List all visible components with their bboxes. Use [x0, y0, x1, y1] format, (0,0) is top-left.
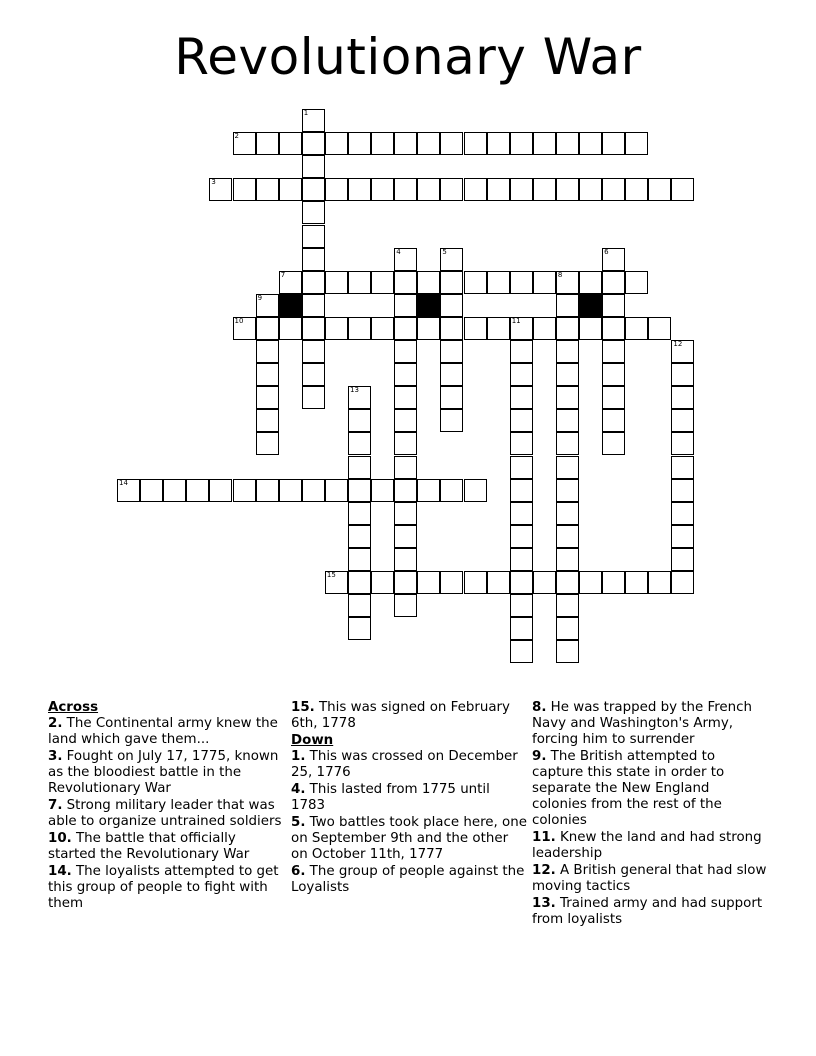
crossword-cell[interactable] [464, 271, 487, 294]
shaded-square [279, 294, 302, 317]
clue-number: 14 [119, 478, 128, 487]
crossword-cell[interactable] [556, 363, 579, 386]
crossword-cell[interactable] [602, 432, 625, 455]
crossword-cell[interactable] [556, 617, 579, 640]
shaded-square [417, 294, 440, 317]
crossword-cell[interactable] [279, 479, 302, 502]
crossword-cell[interactable] [556, 502, 579, 525]
crossword-cell[interactable] [348, 525, 371, 548]
down-clue: 6. The group of people against the Loyalists [291, 864, 525, 895]
crossword-cell[interactable] [556, 271, 579, 294]
crossword-cell[interactable] [394, 571, 417, 594]
crossword-cell[interactable] [556, 594, 579, 617]
crossword-cell[interactable] [256, 432, 279, 455]
crossword-cell[interactable] [394, 409, 417, 432]
crossword-cell[interactable] [579, 132, 602, 155]
crossword-cell[interactable] [371, 132, 394, 155]
crossword-cell[interactable] [279, 271, 302, 294]
crossword-cell[interactable] [464, 571, 487, 594]
crossword-cell[interactable] [348, 271, 371, 294]
crossword-cell[interactable] [325, 271, 348, 294]
crossword-cell[interactable] [394, 594, 417, 617]
crossword-cell[interactable] [464, 317, 487, 340]
crossword-cell[interactable] [671, 456, 694, 479]
crossword-cell[interactable] [256, 178, 279, 201]
down-clue: 4. This lasted from 1775 until 1783 [291, 782, 490, 813]
crossword-cell[interactable] [510, 640, 533, 663]
crossword-cell[interactable] [602, 409, 625, 432]
clue-number: 3 [211, 178, 216, 187]
crossword-cell[interactable] [602, 271, 625, 294]
crossword-cell[interactable] [394, 456, 417, 479]
clues-column-3 [532, 700, 768, 929]
crossword-cell[interactable] [117, 479, 140, 502]
crossword-cell[interactable] [325, 178, 348, 201]
crossword-cell[interactable] [348, 594, 371, 617]
crossword-cell[interactable] [394, 502, 417, 525]
clue-number: 4 [396, 247, 401, 256]
crossword-cell[interactable] [256, 294, 279, 317]
crossword-cell[interactable] [533, 178, 556, 201]
crossword-cell[interactable] [209, 479, 232, 502]
crossword-cell[interactable] [510, 571, 533, 594]
crossword-cell[interactable] [487, 132, 510, 155]
crossword-cell[interactable] [440, 340, 463, 363]
clue-number: 12 [673, 340, 683, 348]
crossword-cell[interactable] [625, 571, 648, 594]
crossword-cell[interactable] [440, 317, 463, 340]
crossword-cell[interactable] [417, 317, 440, 340]
crossword-cell[interactable] [302, 109, 325, 132]
clue-number: 11 [511, 316, 521, 325]
crossword-cell[interactable] [163, 479, 186, 502]
crossword-cell[interactable] [440, 178, 463, 201]
crossword-cell[interactable] [671, 548, 694, 571]
crossword-cell[interactable] [671, 386, 694, 409]
crossword-cell[interactable] [279, 317, 302, 340]
crossword-cell[interactable] [510, 317, 533, 340]
crossword-cell[interactable] [394, 548, 417, 571]
crossword-cell[interactable] [302, 340, 325, 363]
down-clue: 5. Two battles took place here, one on September 9th and the other on October 11th, 1777 [291, 815, 527, 862]
crossword-cell[interactable] [510, 479, 533, 502]
across-clue: 10. The battle that officially started the Revolutionary War [48, 831, 250, 862]
clue-number: 8 [557, 270, 563, 279]
across-clue: 7. Strong military leader that was able to organize untrained soldiers [48, 798, 282, 829]
crossword-cell[interactable] [256, 340, 279, 363]
crossword-cell[interactable] [256, 132, 279, 155]
crossword-cell[interactable] [487, 178, 510, 201]
crossword-cell[interactable] [417, 178, 440, 201]
crossword-cell[interactable] [325, 571, 348, 594]
crossword-cell[interactable] [648, 571, 671, 594]
crossword-cell[interactable] [233, 317, 256, 340]
crossword-cell[interactable] [510, 340, 533, 363]
clue-number: 1 [303, 109, 309, 117]
crossword-cell[interactable] [671, 432, 694, 455]
crossword-cell[interactable] [371, 317, 394, 340]
crossword-cell[interactable] [256, 409, 279, 432]
crossword-cell[interactable] [602, 294, 625, 317]
crossword-cell[interactable] [602, 363, 625, 386]
crossword-cell[interactable] [671, 178, 694, 201]
crossword-cell[interactable] [302, 294, 325, 317]
crossword-cell[interactable] [464, 479, 487, 502]
crossword-cell[interactable] [648, 317, 671, 340]
across-clue: 14. The loyalists attempted to get this group of people to fight with them [48, 864, 279, 911]
crossword-cell[interactable] [556, 317, 579, 340]
crossword-cell[interactable] [556, 525, 579, 548]
crossword-cell[interactable] [279, 178, 302, 201]
crossword-cell[interactable] [510, 432, 533, 455]
crossword-cell[interactable] [510, 409, 533, 432]
crossword-cell[interactable] [302, 248, 325, 271]
crossword-cell[interactable] [233, 132, 256, 155]
crossword-cell[interactable] [510, 386, 533, 409]
crossword-cell[interactable] [394, 132, 417, 155]
crossword-cell[interactable] [279, 132, 302, 155]
puzzle-title: Revolutionary War [174, 28, 642, 86]
crossword-cell[interactable] [233, 479, 256, 502]
crossword-cell[interactable] [371, 479, 394, 502]
crossword-cell[interactable] [510, 548, 533, 571]
clue-number: 9 [257, 293, 263, 302]
crossword-cell[interactable] [510, 178, 533, 201]
crossword-cell[interactable] [556, 178, 579, 201]
clue-number: 10 [234, 316, 244, 325]
crossword-cell[interactable] [510, 594, 533, 617]
clue-number: 15 [326, 571, 336, 579]
crossword-cell[interactable] [417, 132, 440, 155]
crossword-cell[interactable] [348, 432, 371, 455]
crossword-cell[interactable] [556, 340, 579, 363]
crossword-cell[interactable] [602, 178, 625, 201]
crossword-cell[interactable] [510, 132, 533, 155]
crossword-cell[interactable] [533, 571, 556, 594]
crossword-cell[interactable] [579, 271, 602, 294]
crossword-cell[interactable] [440, 479, 463, 502]
crossword-cell[interactable] [233, 178, 256, 201]
crossword-cell[interactable] [464, 178, 487, 201]
across-clue: 3. Fought on July 17, 1775, known as the bloodiest battle in the Revolutionary War [48, 749, 279, 796]
crossword-cell[interactable] [556, 640, 579, 663]
down-clue: 1. This was crossed on December 25, 1776 [291, 749, 518, 780]
crossword-cell[interactable] [602, 248, 625, 271]
crossword-cell[interactable] [671, 525, 694, 548]
across-header: Across [48, 700, 99, 715]
crossword-cell[interactable] [440, 294, 463, 317]
crossword-cell[interactable] [579, 178, 602, 201]
crossword-cell[interactable] [556, 432, 579, 455]
crossword-cell[interactable] [394, 525, 417, 548]
crossword-cell[interactable] [625, 178, 648, 201]
crossword-cell[interactable] [440, 271, 463, 294]
crossword-cell[interactable] [394, 317, 417, 340]
crossword-cell[interactable] [556, 386, 579, 409]
crossword-cell[interactable] [348, 132, 371, 155]
crossword-cell[interactable] [440, 571, 463, 594]
crossword-cell[interactable] [394, 340, 417, 363]
crossword-cell[interactable] [556, 456, 579, 479]
crossword-cell[interactable] [602, 340, 625, 363]
crossword-cell[interactable] [325, 479, 348, 502]
crossword-cell[interactable] [556, 132, 579, 155]
crossword-cell[interactable] [348, 548, 371, 571]
crossword-cell[interactable] [394, 479, 417, 502]
crossword-cell[interactable] [348, 479, 371, 502]
crossword-cell[interactable] [648, 178, 671, 201]
crossword-cell[interactable] [394, 363, 417, 386]
crossword-cell[interactable] [371, 571, 394, 594]
crossword-cell[interactable] [302, 132, 325, 155]
crossword-cell[interactable] [556, 571, 579, 594]
crossword-cell[interactable] [302, 155, 325, 178]
crossword-cell[interactable] [671, 409, 694, 432]
clue-number: 13 [350, 386, 359, 395]
crossword-cell[interactable] [487, 571, 510, 594]
crossword-cell[interactable] [579, 317, 602, 340]
crossword-cell[interactable] [186, 479, 209, 502]
crossword-cell[interactable] [348, 456, 371, 479]
down-clue: 9. The British attempted to capture this state in order to separate the New England colonies from the rest of the colonies [532, 749, 725, 828]
crossword-cell[interactable] [533, 317, 556, 340]
crossword-cell[interactable] [325, 317, 348, 340]
clues-column-1 [48, 700, 284, 913]
crossword-cell[interactable] [487, 317, 510, 340]
crossword-cell[interactable] [625, 317, 648, 340]
clues-column-2 [291, 700, 527, 897]
crossword-cell[interactable] [348, 386, 371, 409]
crossword-cell[interactable] [440, 363, 463, 386]
crossword-cell[interactable] [417, 479, 440, 502]
crossword-cell[interactable] [510, 456, 533, 479]
crossword-cell[interactable] [671, 479, 694, 502]
crossword-cell[interactable] [394, 248, 417, 271]
crossword-cell[interactable] [417, 571, 440, 594]
down-clue: 12. A British general that had slow moving tactics [532, 863, 767, 894]
crossword-cell[interactable] [556, 479, 579, 502]
down-clue: 11. Knew the land and had strong leadership [532, 830, 762, 861]
crossword-cell[interactable] [140, 479, 163, 502]
crossword-cell[interactable] [348, 502, 371, 525]
crossword-cell[interactable] [256, 386, 279, 409]
crossword-cell[interactable] [394, 271, 417, 294]
crossword-cell[interactable] [510, 502, 533, 525]
crossword-cell[interactable] [625, 271, 648, 294]
crossword-cell[interactable] [556, 294, 579, 317]
crossword-cell[interactable] [256, 479, 279, 502]
crossword-cell[interactable] [602, 317, 625, 340]
crossword-cell[interactable] [440, 248, 463, 271]
crossword-cell[interactable] [579, 571, 602, 594]
crossword-cell[interactable] [510, 271, 533, 294]
crossword-cell[interactable] [302, 178, 325, 201]
crossword-cell[interactable] [602, 386, 625, 409]
crossword-cell[interactable] [510, 363, 533, 386]
crossword-cell[interactable] [302, 317, 325, 340]
across-clue: 15. This was signed on February 6th, 1778 [291, 700, 510, 731]
crossword-cell[interactable] [348, 617, 371, 640]
crossword-cell[interactable] [671, 571, 694, 594]
down-clue: 8. He was trapped by the French Navy and Washington's Army, forcing him to surrender [532, 700, 753, 747]
crossword-cell[interactable] [394, 294, 417, 317]
crossword-cell[interactable] [417, 271, 440, 294]
crossword-cell[interactable] [671, 502, 694, 525]
clue-number: 6 [604, 247, 609, 256]
crossword-cell[interactable] [371, 178, 394, 201]
crossword-cell[interactable] [209, 178, 232, 201]
crossword-cell[interactable] [440, 386, 463, 409]
crossword-cell[interactable] [348, 317, 371, 340]
crossword-cell[interactable] [302, 225, 325, 248]
crossword-cell[interactable] [302, 363, 325, 386]
crossword-cell[interactable] [394, 178, 417, 201]
crossword-cell[interactable] [348, 409, 371, 432]
crossword-cell[interactable] [671, 363, 694, 386]
crossword-cell[interactable] [394, 432, 417, 455]
crossword-cell[interactable] [302, 201, 325, 224]
crossword-cell[interactable] [671, 340, 694, 363]
across-clue: 2. The Continental army knew the land which gave them... [48, 716, 278, 747]
crossword-cell[interactable] [302, 271, 325, 294]
crossword-cell[interactable] [464, 132, 487, 155]
crossword-cell[interactable] [510, 617, 533, 640]
crossword-cell[interactable] [302, 386, 325, 409]
crossword-cell[interactable] [625, 132, 648, 155]
crossword-cell[interactable] [487, 271, 510, 294]
crossword-cell[interactable] [302, 479, 325, 502]
crossword-cell[interactable] [510, 525, 533, 548]
clue-number: 5 [442, 247, 447, 256]
crossword-cell[interactable] [602, 132, 625, 155]
crossword-cell[interactable] [348, 571, 371, 594]
clue-number: 7 [280, 270, 286, 279]
down-clue: 13. Trained army and had support from loyalists [532, 896, 763, 927]
crossword-cell[interactable] [394, 386, 417, 409]
crossword-cell[interactable] [533, 271, 556, 294]
crossword-cell[interactable] [440, 409, 463, 432]
crossword-cell[interactable] [325, 132, 348, 155]
down-header: Down [291, 733, 334, 748]
crossword-cell[interactable] [556, 409, 579, 432]
crossword-cell[interactable] [440, 132, 463, 155]
crossword-cell[interactable] [533, 132, 556, 155]
crossword-cell[interactable] [371, 271, 394, 294]
shaded-square [579, 294, 602, 317]
clue-number: 2 [234, 132, 239, 141]
crossword-cell[interactable] [556, 548, 579, 571]
crossword-cell[interactable] [256, 317, 279, 340]
crossword-cell[interactable] [256, 363, 279, 386]
crossword-cell[interactable] [602, 571, 625, 594]
crossword-cell[interactable] [348, 178, 371, 201]
